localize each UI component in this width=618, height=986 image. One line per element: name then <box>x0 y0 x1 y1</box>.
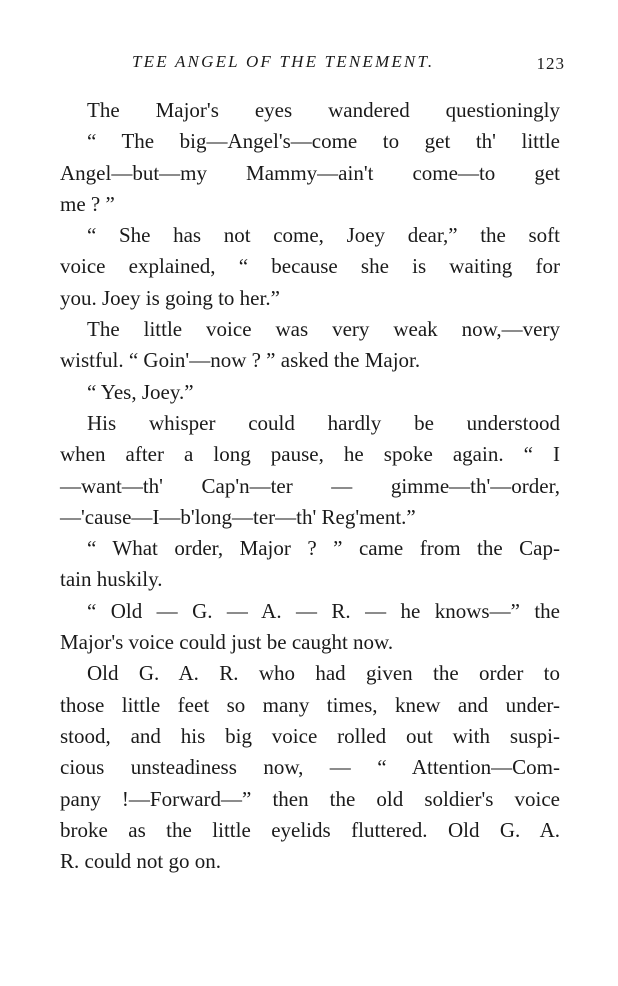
text-line: you. Joey is going to her.” <box>60 285 280 310</box>
text-line: The little voice was very weak now,—very <box>87 317 560 342</box>
text-line: me ? ” <box>60 191 115 216</box>
text-line: “ Old — G. — A. — R. — he knows—” the <box>87 598 560 623</box>
text-line: tain huskily. <box>60 567 163 592</box>
text-line: “ What order, Major ? ” came from the Cap- <box>87 536 560 561</box>
running-head <box>60 52 565 82</box>
text-line: Angel—but—my Mammy—ain't come—to get <box>60 160 560 185</box>
text-line: R. could not go on. <box>60 849 221 874</box>
text-line: wistful. “ Goin'—now ? ” asked the Major. <box>60 348 421 373</box>
text-line: broke as the little eyelids fluttered. Old G. A. <box>60 817 560 842</box>
text-line: —want—th' Cap'n—ter — gimme—th'—order, <box>60 473 560 498</box>
text-line: stood, and his big voice rolled out with suspi- <box>60 723 560 748</box>
text-line: The Major's eyes wandered questioningly <box>87 98 560 122</box>
running-title: TEE ANGEL OF THE TENEMENT. <box>132 52 435 71</box>
body-text <box>60 95 560 877</box>
text-line: “ She has not come, Joey dear,” the soft <box>87 223 560 248</box>
text-line: “ Yes, Joey.” <box>87 379 194 404</box>
text-line: voice explained, “ because she is waiting for <box>60 254 560 279</box>
text-line: those little feet so many times, knew and under- <box>60 692 560 717</box>
text-line: pany !—Forward—” then the old soldier's voice <box>60 786 560 811</box>
text-line: Major's voice could just be caught now. <box>60 630 394 655</box>
page-number: 123 <box>536 54 565 73</box>
text-line: Old G. A. R. who had given the order to <box>87 661 560 686</box>
text-line: —'cause—I—b'long—ter—th' Reg'ment.” <box>60 504 416 529</box>
text-line: “ The big—Angel's—come to get th' little <box>87 129 560 154</box>
text-line: cious unsteadiness now, — “ Attention—Com- <box>60 755 560 780</box>
text-line: His whisper could hardly be understood <box>87 410 560 435</box>
text-line: when after a long pause, he spoke again. “ I <box>60 442 560 467</box>
